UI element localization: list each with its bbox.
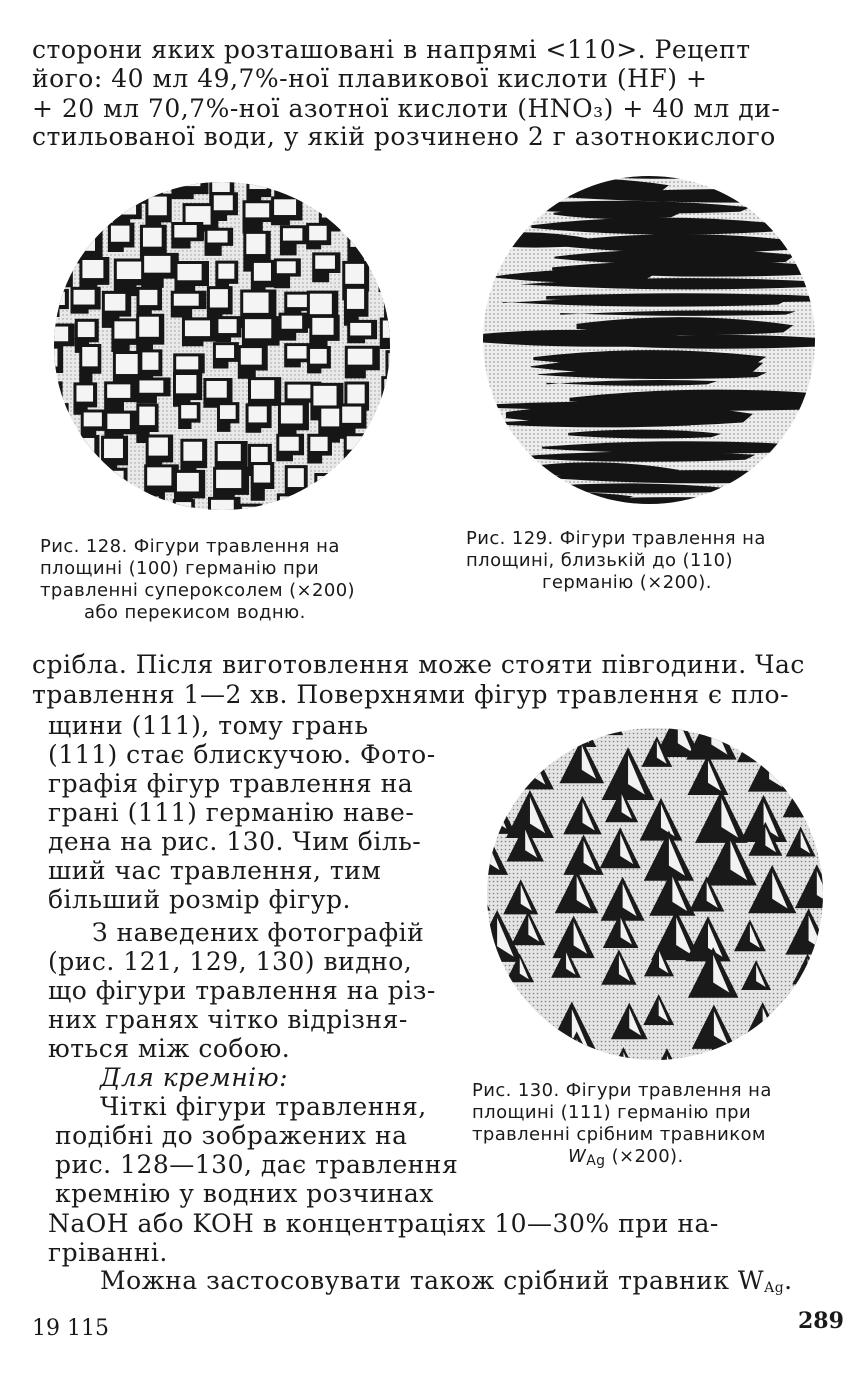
text-line: травлення 1—2 хв. Поверхнями фігур травлення є пло-	[32, 680, 790, 709]
caption-subscript: Ag	[586, 1153, 606, 1169]
text-line: З наведених фотографій	[92, 918, 425, 947]
caption-line: або перекисом водню.	[84, 602, 306, 623]
caption-symbol: W	[568, 1146, 587, 1167]
text-line: ший час травлення, тим	[48, 856, 382, 885]
text-line: гріванні.	[48, 1238, 168, 1267]
text-line: що фігури травлення на різ-	[48, 976, 436, 1005]
caption-line: травленні супероксолем (×200)	[40, 580, 355, 601]
text-line: рис. 128—130, дає травлення	[55, 1150, 459, 1179]
text-line: срібла. Після виготовлення може стояти півгодини. Час	[32, 650, 805, 679]
caption-line: площині (100) германію при	[40, 558, 320, 579]
caption-line: площині, близькій до (110)	[466, 550, 733, 571]
text-line: графія фігур травлення на	[48, 769, 414, 798]
text-line: (111) стає блискучою. Фото-	[48, 740, 436, 769]
text-span: .	[784, 1266, 793, 1295]
figure-129-micrograph	[480, 172, 818, 508]
text-line: стильованої води, у якій розчинено 2 г азотнокислого	[32, 122, 776, 151]
caption-line	[472, 1146, 832, 1172]
figure-128-caption	[40, 536, 400, 624]
section-heading: Для кремнію:	[100, 1063, 289, 1092]
text-line: подібні до зображених на	[55, 1121, 408, 1150]
text-line: грані (111) германію наве-	[48, 798, 415, 827]
text-line	[32, 35, 807, 65]
caption-line: травленні срібним травником	[472, 1124, 766, 1145]
text-span: сторони яких розташовані в напрямі <110>. Рецепт	[32, 35, 751, 64]
caption-line: Рис. 130. Фігури травлення на	[472, 1080, 772, 1101]
text-line: щини (111), тому грань	[48, 711, 369, 740]
text-subscript: Ag	[764, 1280, 785, 1296]
caption-line: Рис. 129. Фігури травлення на	[466, 528, 766, 549]
text-line: NaOH або KOH в концентраціях 10—30% при на-	[48, 1209, 719, 1238]
text-line: них гранях чітко відрізня-	[48, 1005, 408, 1034]
figure-128-micrograph	[50, 178, 394, 514]
text-line: його: 40 мл 49,7%-ної плавикової кислоти (HF) +	[32, 64, 708, 93]
text-line: дена на рис. 130. Чим біль-	[48, 827, 422, 856]
text-line: більший розмір фігур.	[48, 885, 351, 914]
caption-line: германію (×200).	[542, 572, 712, 593]
figure-129-caption	[466, 528, 826, 594]
text-line: ються між собою.	[48, 1034, 291, 1063]
text-line: + 20 мл 70,7%-ної азотної кислоти (HNO₃) + 40 мл ди-	[32, 94, 781, 123]
caption-text: (×200).	[605, 1146, 684, 1167]
text-line	[100, 1266, 793, 1303]
text-line: (рис. 121, 129, 130) видно,	[48, 947, 413, 976]
figure-130-micrograph	[484, 724, 826, 1064]
page-number: 289	[798, 1308, 844, 1334]
caption-line: площині (111) германію при	[472, 1102, 752, 1123]
figure-130-caption	[472, 1080, 832, 1172]
printer-signature: 19 115	[32, 1316, 109, 1341]
caption-line: Рис. 128. Фігури травлення на	[40, 536, 340, 557]
text-line: кремнію у водних розчинах	[55, 1179, 434, 1208]
text-line: Чіткі фігури травлення,	[100, 1092, 427, 1121]
text-span: Можна застосовувати також срібний травник W	[100, 1266, 765, 1295]
